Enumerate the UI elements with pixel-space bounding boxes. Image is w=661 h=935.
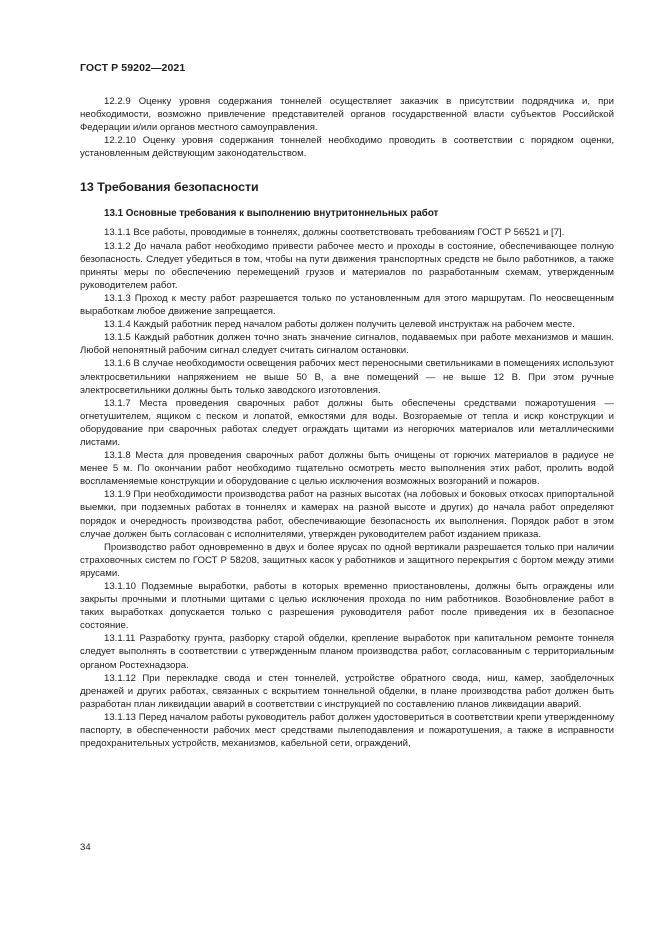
paragraph: 12.2.9 Оценку уровня содержания тоннелей осуществляет заказчик в присутствии подрядчика и, при необходимости, возможно привлечение представителей органов государственной власти субъектов Российской Федерации и/или органов местного самоуправления. <box>80 96 614 134</box>
paragraph: 13.1.4 Каждый работник перед началом работы должен получить целевой инструктаж на рабочем месте. <box>104 319 575 331</box>
paragraph: 13.1.8 Места для проведения сварочных работ должны быть очищены от горючих материалов в радиусе не менее 5 м. По окончании работ необходимо тщательно осмотреть место выполнения этих работ, пролить водой воспламеняемые конструкции и оборудование с целью исключения возможных возгораний и пожаров. <box>80 450 614 488</box>
paragraph: 13.1.3 Проход к месту работ разрешается только по установленным для этого маршрутам. По неосвещенным выработкам любое движение запрещается. <box>80 292 614 318</box>
paragraph: Производство работ одновременно в двух и более ярусах по одной вертикали разрешается только при наличии страховочных систем по ГОСТ Р 58208, защитных касок у работников и защитного перекрытия с бортом между этими ярусами. <box>80 541 614 579</box>
paragraph: 13.1.13 Перед началом работы руководитель работ должен удостовериться в соответствии крепи утвержденному паспорту, в обеспеченности рабочих мест средствами пылеподавления и пожаротушения, а также в исправности предохранительных устройств, механизмов, кабельной сети, ограждений, <box>80 711 614 750</box>
subsection-title: 13.1 Основные требования к выполнению внутритоннельных работ <box>104 208 439 220</box>
paragraph: 13.1.10 Подземные выработки, работы в которых временно приостановлены, должны быть ограждены или закрыты прочными и плотными щитами с целью исключения прохода по ним работников. Возобновление работ в таких выработках допускается только с разрешения руководителя работ после приведения их в безопасное состояние. <box>80 581 614 632</box>
document-body <box>80 95 614 750</box>
paragraph: 13.1.1 Все работы, проводимые в тоннелях, должны соответствовать требованиям ГОСТ Р 56521 и [7]. <box>104 227 565 239</box>
paragraph: 13.1.7 Места проведения сварочных работ должны быть обеспечены средствами пожаротушения — огнетушителем, ящиком с песком и лопатой, емкостями для воды. Возгораемые от тепла и искр конструкции и оборудование при сварочных работах следует ограждать щитами из негорючих материалов или металлическими листами. <box>80 397 614 448</box>
page-number: 34 <box>80 842 91 853</box>
paragraph: 13.1.11 Разработку грунта, разборку старой обделки, крепление выработок при капитальном ремонте тоннеля следует выполнять в соответствии с утвержденным планом производства работ, согласованным с территориальным органом Ростехнадзора. <box>80 633 614 671</box>
section-title: 13 Требования безопасности <box>80 180 259 195</box>
paragraph: 13.1.9 При необходимости производства работ на разных высотах (на лобовых и боковых откосах припортальной выемки, при подземных работах в тоннелях и камерах на разной высоте и других) до начала работ определяют порядок и очередность производства работ, обеспечивающие безопасность их выполнения. Порядок работ в этом случае должен быть согласован с исполнителями, утвержден руководителем работ изданием приказа. <box>80 489 614 540</box>
paragraph: 13.1.2 До начала работ необходимо привести рабочее место и проходы в состояние, обеспечивающее полную безопасность. Следует убедиться в том, чтобы на пути движения транспортных средств не было работников, а также приняты меры по обеспечению перемещений грузов и материалов по разработанным схемам, утвержденным руководителем работ. <box>80 240 614 291</box>
paragraph: 13.1.12 При перекладке свода и стен тоннелей, устройстве обратного свода, ниш, камер, заобделочных дренажей и других работах, связанных с вскрытием тоннельной обделки, в плане производства работ должен быть разработан план ликвидации аварий в соответствии с инструкцией по составлению планов ликвидации аварий. <box>80 672 614 710</box>
page-header: ГОСТ Р 59202—2021 <box>80 62 186 74</box>
paragraph: 13.1.5 Каждый работник должен точно знать значение сигналов, подаваемых при работе механизмов и машин. Любой непонятный рабочим сигнал следует считать сигналом остановки. <box>80 332 614 357</box>
paragraph: 12.2.10 Оценку уровня содержания тоннелей необходимо проводить в соответствии с порядком оценки, установленным действующим законодательством. <box>80 135 614 160</box>
paragraph: 13.1.6 В случае необходимости освещения рабочих мест переносными светильниками в помещениях используют электросветильники напряжением не выше 50 В, а вне помещений — не выше 12 В. При этом ручные электросветильники должны быть только заводского изготовления. <box>80 358 614 396</box>
